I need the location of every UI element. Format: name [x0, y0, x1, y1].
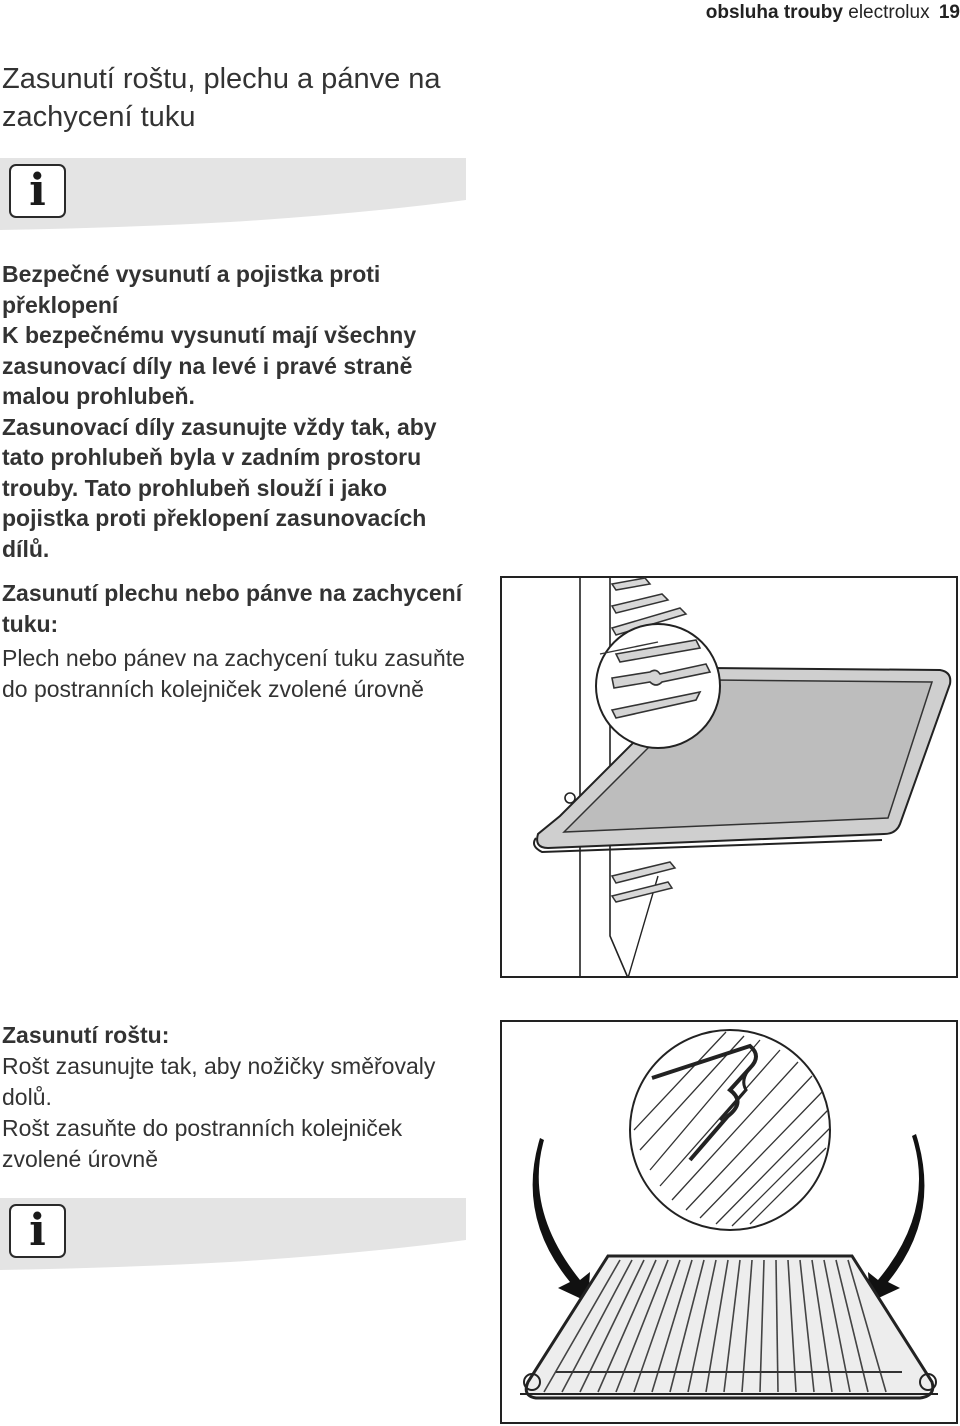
- tray-text: Plech nebo pánev na zachycení tuku zasuňte do postranních kolejniček zvolené úrovně: [2, 645, 465, 702]
- safety-paragraph-2: Zasunovací díly zasunujte vždy tak, aby tato prohlubeň byla v zadním prostoru trouby. Tato prohlubeň slouží i jako pojistka proti překlopení zasunovacích dílů.: [2, 413, 437, 562]
- rack-insertion-illustration: [500, 1020, 958, 1424]
- page-header: [706, 0, 960, 26]
- info-band: [0, 158, 466, 230]
- tray-section: [2, 578, 482, 705]
- rack-text-2: Rošt zasuňte do postranních kolejniček zvolené úrovně: [2, 1115, 403, 1172]
- rack-heading: Zasunutí roštu:: [2, 1022, 170, 1048]
- info-icon: i: [9, 164, 66, 218]
- info-band-background: [0, 1198, 466, 1270]
- rack-text-1: Rošt zasunujte tak, aby nožičky směřovaly dolů.: [2, 1053, 436, 1110]
- header-brand: electrolux: [848, 2, 930, 23]
- tray-insertion-illustration: [500, 576, 958, 978]
- info-icon: i: [9, 1204, 66, 1258]
- page-title: Zasunutí roštu, plechu a pánve na zachycení tuku: [2, 63, 441, 133]
- rack-section: [2, 1020, 482, 1175]
- safety-section: [2, 259, 477, 564]
- safety-heading: Bezpečné vysunutí a pojistka proti překlopení: [2, 261, 381, 318]
- info-band: [0, 1198, 466, 1270]
- info-band-background: [0, 158, 466, 230]
- tray-heading: Zasunutí plechu nebo pánve na zachycení tuku:: [2, 580, 463, 637]
- safety-paragraph-1: K bezpečnému vysunutí mají všechny zasunovací díly na levé i pravé straně malou prohlubeň.: [2, 322, 417, 409]
- header-section: obsluha trouby: [705, 2, 843, 23]
- page-number: 19: [938, 2, 960, 23]
